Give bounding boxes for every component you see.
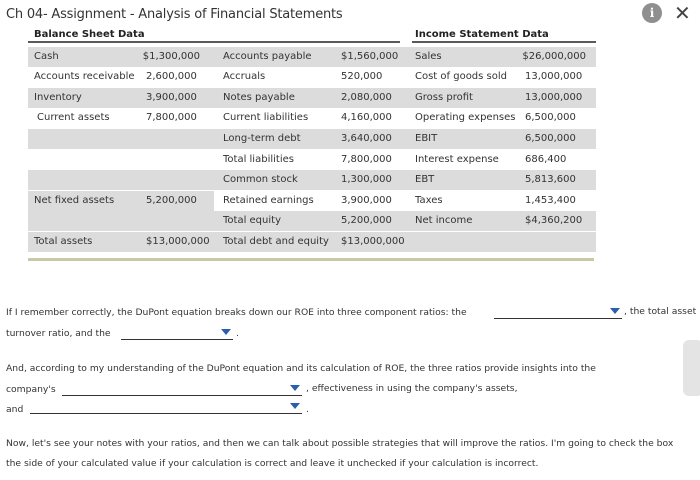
asset-label: Accounts receivable (34, 71, 135, 82)
liability-label: Total equity (223, 215, 281, 226)
liability-label: Notes payable (223, 92, 295, 103)
question1-text: . (236, 328, 239, 339)
liability-value: 3,640,000 (341, 133, 392, 144)
table-row (28, 170, 596, 190)
chevron-down-icon (610, 308, 620, 314)
question3-text: Now, let's see your notes with your ratios, and then we can talk about possible strategies that will improve the ratios. I'm going to check the box (6, 438, 674, 449)
balance-sheet-header: Balance Sheet Data (34, 29, 145, 40)
asset-label: Inventory (34, 92, 82, 103)
chevron-down-icon (221, 329, 231, 335)
table-bottom-border (28, 258, 594, 261)
asset-value: 2,600,000 (146, 71, 197, 82)
income-label: Cost of goods sold (415, 71, 508, 82)
income-value: $26,000,000 (522, 51, 586, 62)
liability-label: Current liabilities (223, 112, 309, 123)
header-divider (412, 41, 596, 43)
liability-label: Accruals (223, 71, 266, 82)
income-label: EBT (415, 174, 435, 185)
income-value: 13,000,000 (525, 92, 583, 103)
asset-label: Total assets (34, 236, 93, 247)
income-value: 6,500,000 (525, 112, 576, 123)
liability-label: Accounts payable (223, 51, 312, 62)
income-label: EBIT (415, 133, 438, 144)
income-label: Gross profit (415, 92, 473, 103)
income-statement-header: Income Statement Data (415, 29, 549, 40)
table-row (28, 88, 596, 108)
liability-value: 1,300,000 (341, 174, 392, 185)
question2-text: , effectiveness in using the company's assets, (306, 383, 518, 394)
question1-text: If I remember correctly, the DuPont equation breaks down our ROE into three component ratios: the (6, 307, 467, 318)
asset-label: Cash (34, 51, 59, 62)
income-label: Net income (415, 215, 473, 226)
income-value: 6,500,000 (525, 133, 576, 144)
liability-value: 7,800,000 (341, 154, 392, 165)
income-value: 13,000,000 (525, 71, 583, 82)
table-row (28, 211, 596, 231)
asset-value: 5,200,000 (146, 195, 197, 206)
financial-data-table (28, 28, 596, 260)
dropdown-insight-2[interactable] (30, 401, 302, 414)
liability-value: 4,160,000 (341, 112, 392, 123)
liability-label: Total liabilities (223, 154, 294, 165)
table-row (28, 129, 596, 149)
chevron-down-icon (290, 385, 300, 391)
liability-value: 3,900,000 (341, 195, 392, 206)
income-value: 686,400 (525, 154, 567, 165)
liability-label: Long-term debt (223, 133, 301, 144)
income-value: 5,813,600 (525, 174, 576, 185)
liability-label: Total debt and equity (223, 236, 329, 247)
asset-value: $1,300,000 (142, 51, 200, 62)
question2-text: And, according to my understanding of the DuPont equation and its calculation of ROE, the three ratios provide insights into the (6, 363, 596, 374)
liability-value: 520,000 (341, 71, 383, 82)
liability-label: Common stock (223, 174, 298, 185)
liability-label: Retained earnings (223, 195, 314, 206)
side-panel-tab[interactable] (683, 340, 700, 396)
income-label: Interest expense (415, 154, 499, 165)
income-value: $4,360,200 (525, 215, 583, 226)
chevron-down-icon (290, 403, 300, 409)
dropdown-ratio-1[interactable] (494, 306, 622, 319)
liability-value: $13,000,000 (341, 236, 405, 247)
income-label: Operating expenses (415, 112, 516, 123)
liability-value: 2,080,000 (341, 92, 392, 103)
question1-text: turnover ratio, and the (6, 328, 111, 339)
liability-value: $1,560,000 (341, 51, 399, 62)
asset-label: Net fixed assets (34, 195, 115, 206)
question2-text: company's (6, 384, 56, 395)
dropdown-ratio-3[interactable] (121, 327, 233, 340)
question1-text: , the total asset (624, 306, 697, 317)
asset-label: Current assets (37, 112, 110, 123)
asset-value: $13,000,000 (146, 236, 210, 247)
asset-value: 3,900,000 (146, 92, 197, 103)
income-label: Taxes (415, 195, 443, 206)
help-icon[interactable]: i (642, 3, 662, 23)
dropdown-insight-1[interactable] (62, 383, 302, 396)
header-divider (28, 41, 400, 43)
question2-text: and (6, 404, 24, 415)
asset-value: 7,800,000 (146, 112, 197, 123)
window-title: Ch 04- Assignment - Analysis of Financial Statements (6, 7, 343, 22)
income-value: 1,453,400 (525, 195, 576, 206)
question2-text: . (306, 404, 309, 415)
income-label: Sales (415, 51, 442, 62)
close-icon[interactable]: ✕ (674, 1, 691, 25)
liability-value: 5,200,000 (341, 215, 392, 226)
question3-text: the side of your calculated value if your calculation is correct and leave it unchecked if your calculation is incorrect. (6, 458, 539, 469)
